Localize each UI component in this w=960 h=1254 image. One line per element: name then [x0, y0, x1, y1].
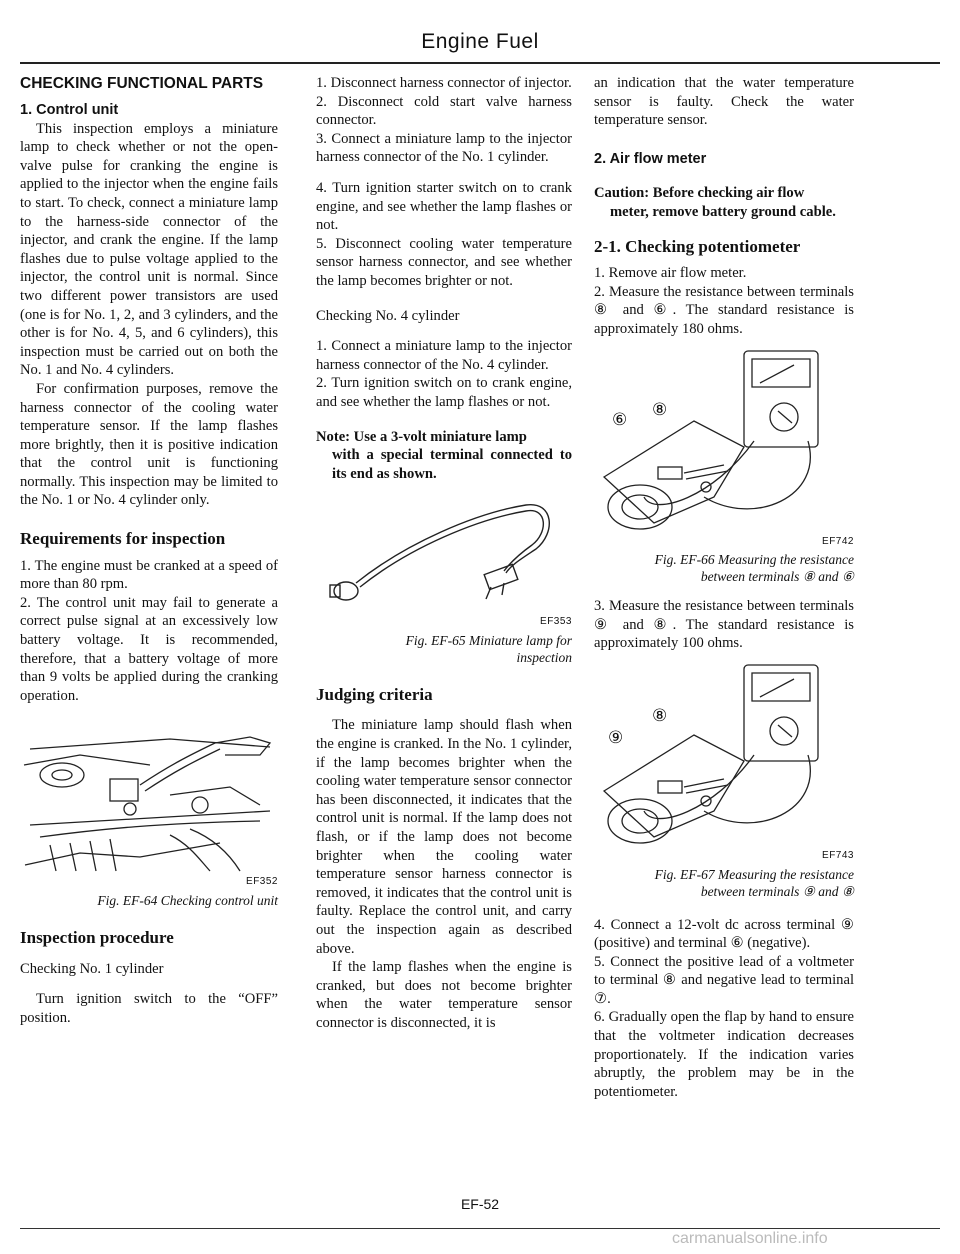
footer-rule — [20, 1228, 940, 1229]
requirements-title: Requirements for inspection — [20, 529, 226, 549]
step-item: 6. Gradually open the flap by hand to ensure that the voltmeter indication decreases proportionately. If the indication varies abruptly, the problem may be in the potentiometer. — [594, 1009, 854, 1100]
caption-line: between terminals ⑧ and ⑥ — [700, 569, 854, 585]
ohmmeter-illustration — [594, 661, 854, 847]
column-right — [594, 74, 854, 1101]
figure-code: EF742 — [822, 535, 854, 547]
page-header-title: Engine Fuel — [421, 30, 539, 53]
step-item: 1. Disconnect harness connector of injector. — [316, 75, 572, 91]
step-item: 1. Connect a miniature lamp to the injector harness connector of the No. 4 cylinder. — [316, 338, 572, 373]
header-rule — [20, 62, 940, 64]
figure-caption — [594, 866, 854, 900]
potentiometer-title: 2-1. Checking potentiometer — [594, 236, 801, 256]
caption-line: Fig. EF-67 Measuring the resistance — [654, 866, 854, 882]
step-item: 2. Turn ignition switch on to crank engine, and see whether the lamp flashes or not. — [316, 375, 572, 410]
paragraph: If the lamp flashes when the engine is cranked, but does not become brighter when the water temperature sensor connector is disconnected, it is — [316, 959, 572, 1031]
step-item: 5. Disconnect cooling water temperature sensor harness connector, and see whether the lamp becomes brighter or not. — [316, 235, 572, 289]
note — [316, 428, 572, 484]
step-item: 4. Connect a 12-volt dc across terminal ⑨ (positive) and terminal ⑥ (negative). — [594, 916, 854, 952]
caption-line: Fig. EF-66 Measuring the resistance — [654, 552, 854, 568]
caution-line: meter, remove battery ground cable. — [610, 203, 836, 220]
judging-title: Judging criteria — [316, 684, 433, 704]
watermark: carmanualsonline.info — [672, 1230, 828, 1247]
caution-note — [594, 184, 854, 221]
paragraph: The miniature lamp should flash when the engine is cranked. In the No. 1 cylinder, if the lamp becomes brighter when the cooling water temperature sensor connector has been disconnected, it indicates that the control unit is normal. If the lamp does not flash, or if the lamp does not become brighter when the cooling water temperature sensor harness connector is removed, it indicates that the control unit is faulty. Replace the control unit, and carry out the inspection again as described above. — [316, 717, 572, 957]
paragraph: This inspection employs a miniature lamp to check whether or not the open-valve pulse for cranking the engine is applied to the injector when the engine fails to start. To check, connect a miniature lamp to the harness-side connector of the injector, and crank the engine. If the lamp flashes due to pulse voltage applied to the injector, the control unit is normal. Since two different power transistors are used (one is for No. 1, 2, and 3 cylinders, and the other is for No. 4, 5, and 6 cylinders), this inspection must be carried out on both the No. 1 and No. 4 cylinders. — [20, 120, 278, 379]
step-item: 5. Connect the positive lead of a voltmeter to terminal ⑧ and negative lead to terminal ⑦. — [594, 953, 854, 1007]
terminal-label: ⑧ — [652, 705, 668, 725]
miniature-lamp-illustration — [316, 483, 572, 613]
figure-caption: Fig. EF-64 Checking control unit — [97, 893, 278, 908]
figure-caption — [316, 632, 572, 666]
subsection-title: 2. Air flow meter — [594, 150, 707, 167]
procedure-title: Inspection procedure — [20, 928, 174, 947]
paragraph: For confirmation purposes, remove the harness connector of the cooling water temperature sensor. If the lamp flashes more brightly, then it is positive indication that the control unit is functioning normally. This inspection may be limited to the No. 1 or No. 4 cylinder only. — [20, 380, 278, 509]
step-item: 2. Measure the resistance between terminals ⑧ and ⑥. The standard resistance is approximately 180 ohms. — [594, 283, 854, 337]
terminal-label: ⑨ — [608, 727, 624, 747]
page-number: EF-52 — [460, 1196, 500, 1212]
subsection-title: 1. Control unit — [20, 102, 119, 118]
caption-line: Fig. EF-65 Miniature lamp for — [405, 632, 572, 648]
step-item: 4. Turn ignition starter switch on to crank engine, and see whether the lamp flashes or not. — [316, 179, 572, 234]
step-item: 3. Measure the resistance between terminals ⑨ and ⑧. The standard resistance is approximately 100 ohms. — [594, 598, 854, 652]
section-title: CHECKING FUNCTIONAL PARTS — [20, 75, 264, 92]
step-item: 3. Connect a miniature lamp to the injector harness connector of the No. 1 cylinder. — [316, 130, 572, 166]
terminal-label: ⑥ — [612, 409, 628, 429]
column-middle — [316, 74, 572, 1033]
paragraph: an indication that the water temperature sensor is faulty. Check the water temperature sensor. — [594, 75, 854, 129]
terminal-label: ⑧ — [652, 399, 668, 419]
column-left — [20, 74, 278, 1027]
caption-line: between terminals ⑨ and ⑧ — [700, 883, 854, 899]
requirement-item: 2. The control unit may fail to generate a correct pulse signal at an excessively low battery voltage. It is recommended, therefore, that a battery voltage of more than 9 volts be applied during the cranking operation. — [20, 594, 278, 704]
engine-bay-illustration — [20, 725, 278, 873]
procedure-subtitle: Checking No. 1 cylinder — [20, 960, 164, 977]
step-item: 1. Remove air flow meter. — [594, 265, 747, 282]
figure-caption — [594, 551, 854, 585]
note-line: with a special terminal connected to its end as shown. — [332, 447, 572, 482]
note-line: Note: Use a 3-volt miniature lamp — [316, 428, 527, 445]
figure-code: EF743 — [822, 849, 854, 861]
caution-line: Caution: Before checking air flow — [594, 185, 805, 202]
figure-code: EF352 — [246, 876, 278, 888]
step-item: 2. Disconnect cold start valve harness connector. — [316, 93, 572, 129]
caption-line: inspection — [516, 649, 572, 665]
check-no4-title: Checking No. 4 cylinder — [316, 307, 460, 324]
figure-code: EF353 — [540, 616, 572, 628]
ohmmeter-illustration — [594, 347, 854, 533]
requirement-item: 1. The engine must be cranked at a speed of more than 80 rpm. — [20, 557, 278, 593]
procedure-text: Turn ignition switch to the “OFF” position. — [20, 991, 278, 1026]
